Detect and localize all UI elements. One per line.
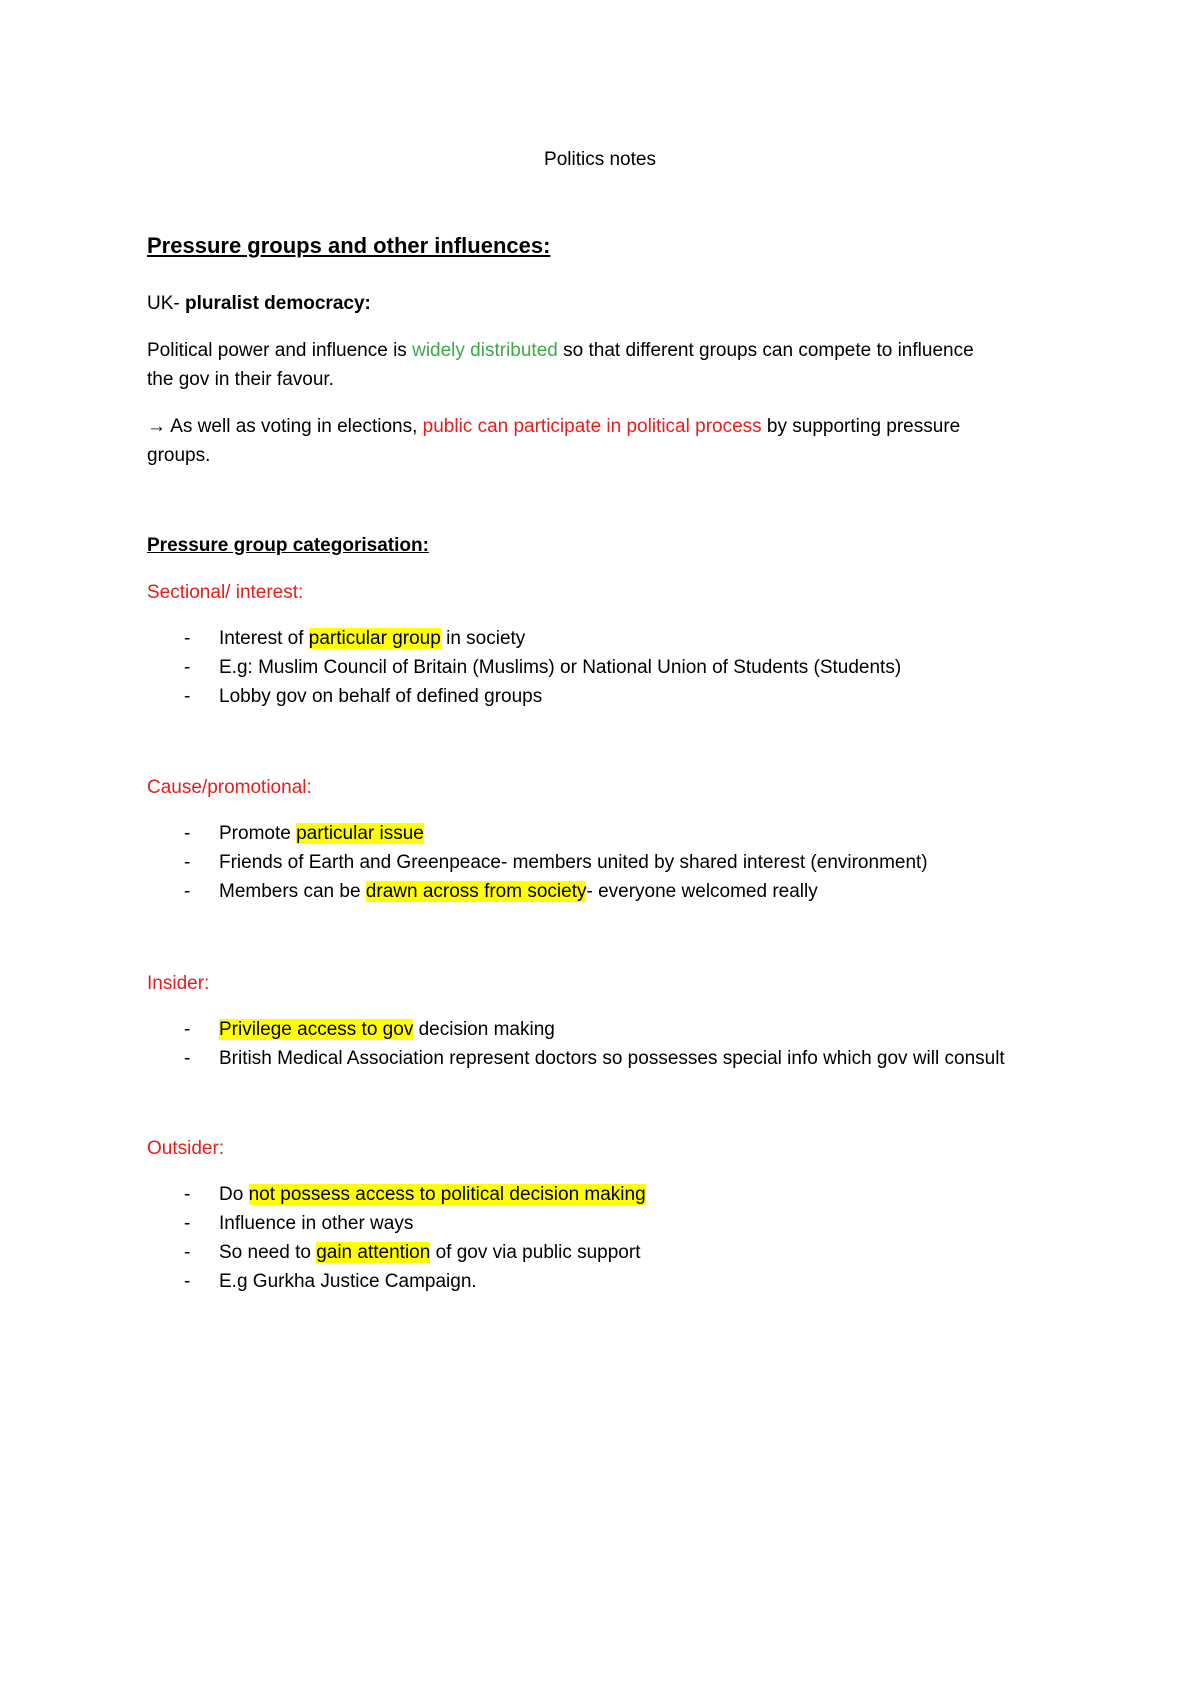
highlighted-text: drawn across from society <box>365 881 587 902</box>
bullet-text <box>219 879 818 905</box>
para1-line2: the gov in their favour. <box>147 369 334 390</box>
bullet-text <box>219 1182 646 1208</box>
text-segment: Do <box>219 1184 249 1205</box>
bullet-text <box>219 1240 640 1266</box>
highlighted-text: gain attention <box>316 1242 431 1263</box>
outsider-heading: Outsider: <box>147 1138 225 1159</box>
para1-green: widely distributed <box>412 340 558 361</box>
text-segment: Interest of <box>219 628 309 649</box>
bullet-dash: - <box>184 628 191 649</box>
document-title: Politics notes <box>544 149 656 170</box>
para1-line1 <box>147 338 974 364</box>
main-heading: Pressure groups and other influences: <box>147 233 551 258</box>
para1-b: so that different groups can compete to influence <box>557 340 974 361</box>
bullet-text <box>219 821 424 847</box>
bullet-dash: - <box>184 823 191 844</box>
bullet-dash: - <box>184 1213 191 1234</box>
bullet-dash: - <box>184 852 191 873</box>
highlighted-text: particular group <box>308 628 441 649</box>
highlighted-text: particular issue <box>296 823 424 844</box>
bullet-dash: - <box>184 1048 191 1069</box>
para1-a: Political power and influence is <box>147 340 413 361</box>
bullet-text <box>219 1017 555 1043</box>
text-segment: of gov via public support <box>430 1242 641 1263</box>
bullet-text: E.g Gurkha Justice Campaign. <box>219 1271 477 1292</box>
uk-prefix: UK- <box>147 293 185 314</box>
arrow-icon: → <box>147 416 166 437</box>
bullet-dash: - <box>184 1242 191 1263</box>
text-segment: Members can be <box>219 881 366 902</box>
bullet-text: Influence in other ways <box>219 1213 414 1234</box>
bullet-dash: - <box>184 686 191 707</box>
bullet-text <box>219 626 525 652</box>
bullet-dash: - <box>184 1019 191 1040</box>
insider-heading: Insider: <box>147 973 210 994</box>
uk-line <box>147 291 371 317</box>
para2-line1 <box>147 414 960 440</box>
bullet-dash: - <box>184 1271 191 1292</box>
bullet-text: British Medical Association represent doctors so possesses special info which gov will consult <box>219 1048 1005 1069</box>
bullet-dash: - <box>184 881 191 902</box>
bullet-dash: - <box>184 1184 191 1205</box>
text-segment: - everyone welcomed really <box>586 881 818 902</box>
highlighted-text: not possess access to political decision making <box>248 1184 646 1205</box>
bullet-text: Lobby gov on behalf of defined groups <box>219 686 543 707</box>
cause-heading: Cause/promotional: <box>147 777 312 798</box>
bullet-text: E.g: Muslim Council of Britain (Muslims) or National Union of Students (Students) <box>219 657 902 678</box>
text-segment: Promote <box>219 823 297 844</box>
highlighted-text: Privilege access to gov <box>219 1019 414 1040</box>
text-segment: in society <box>440 628 526 649</box>
sectional-heading: Sectional/ interest: <box>147 582 304 603</box>
uk-bold-text: pluralist democracy: <box>185 293 371 314</box>
categorisation-heading: Pressure group categorisation: <box>147 535 429 556</box>
para2-a: As well as voting in elections, <box>166 416 423 437</box>
bullet-text: Friends of Earth and Greenpeace- members united by shared interest (environment) <box>219 852 928 873</box>
text-segment: So need to <box>219 1242 317 1263</box>
para2-red: public can participate in political process <box>422 416 762 437</box>
bullet-dash: - <box>184 657 191 678</box>
para2-b: by supporting pressure <box>761 416 961 437</box>
text-segment: decision making <box>413 1019 555 1040</box>
para2-line2: groups. <box>147 445 211 466</box>
